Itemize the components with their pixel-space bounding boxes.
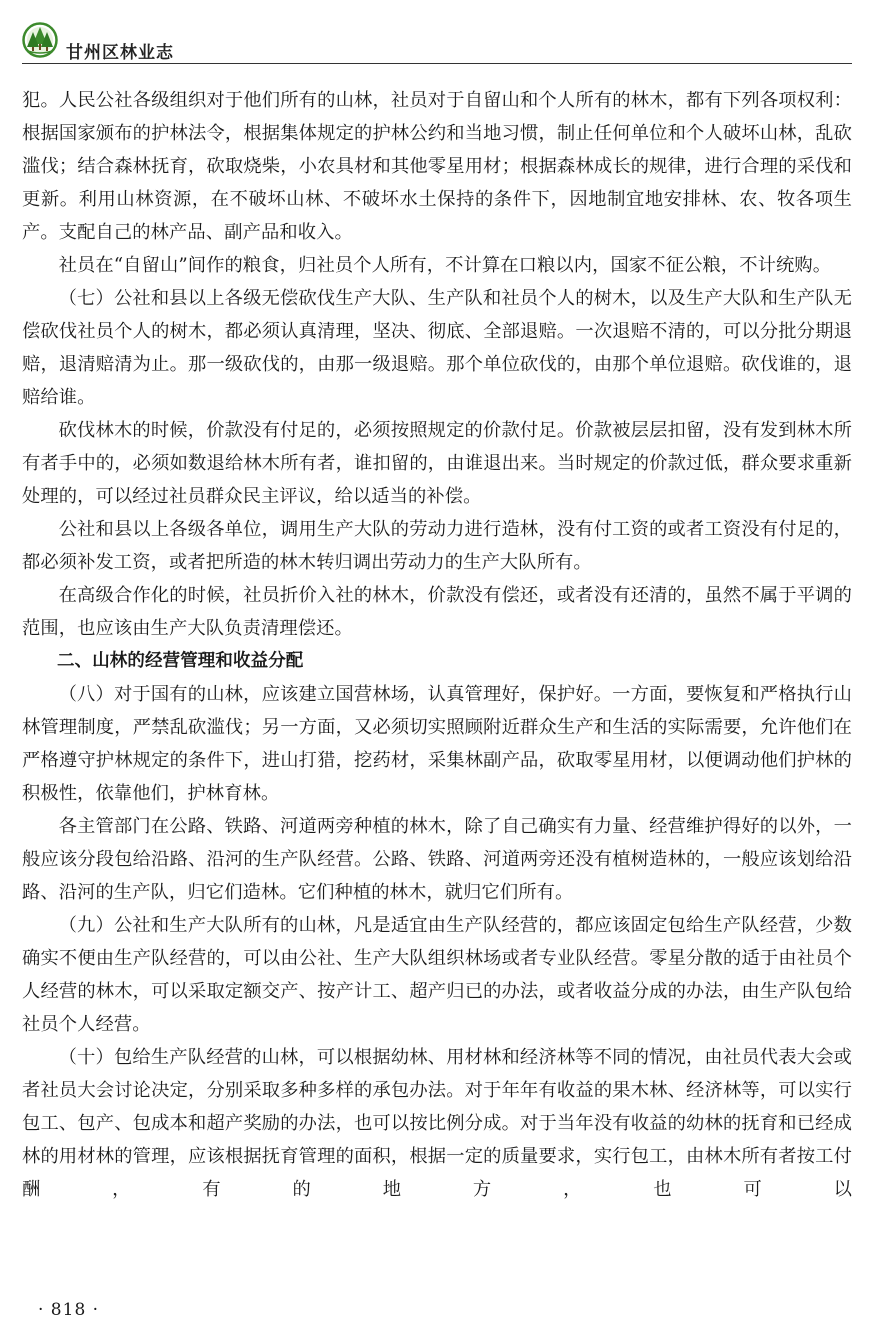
paragraph: （八）对于国有的山林，应该建立国营林场，认真管理好，保护好。一方面，要恢复和严格执行山林管理制度，严禁乱砍滥伐；另一方面，又必须切实照顾附近群众生产和生活的实际需要，允许他们在严格遵守护林规定的条件下，进山打猎，挖药材，采集林副产品，砍取零星用材，以便调动他们护林的积极性，依靠他们，护林育林。 bbox=[22, 684, 852, 804]
paragraph: （七）公社和县以上各级无偿砍伐生产大队、生产队和社员个人的树木，以及生产大队和生产队无偿砍伐社员个人的树木，都必须认真清理，坚决、彻底、全部退赔。一次退赔不清的，可以分批分期退赔，退清赔清为止。那一级砍伐的，由那一级退赔。那个单位砍伐的，由那个单位退赔。砍伐谁的，退赔给谁。 bbox=[22, 288, 852, 408]
section-heading: 二、山林的经营管理和收益分配 bbox=[57, 651, 304, 671]
header-divider bbox=[22, 63, 852, 64]
paragraph: 社员在“自留山”间作的粮食，归社员个人所有，不计算在口粮以内，国家不征公粮，不计统购。 bbox=[58, 255, 832, 276]
paragraph: （九）公社和生产大队所有的山林，凡是适宜由生产队经营的，都应该固定包给生产队经营，少数确实不便由生产队经营的，可以由公社、生产大队组织林场或者专业队经营。零星分散的适于由社员个人经营的林木，可以采取定额交产、按产计工、超产归已的办法，或者收益分成的办法，由生产队包给社员个人经营。 bbox=[22, 915, 852, 1035]
paragraph: 在高级合作化的时候，社员折价入社的林木，价款没有偿还，或者没有还清的，虽然不属于平调的范围，也应该由生产大队负责清理偿还。 bbox=[22, 585, 852, 639]
page-number: · 818 · bbox=[38, 1300, 100, 1320]
paragraph: 砍伐林木的时候，价款没有付足的，必须按照规定的价款付足。价款被层层扣留，没有发到林木所有者手中的，必须如数退给林木所有者，谁扣留的，由谁退出来。当时规定的价款过低，群众要求重新处理的，可以经过社员群众民主评议，给以适当的补偿。 bbox=[22, 420, 852, 507]
forest-tree-logo-icon bbox=[22, 22, 58, 58]
book-title: 甘州区林业志 bbox=[66, 43, 174, 63]
paragraph: （十）包给生产队经营的山林，可以根据幼林、用材林和经济林等不同的情况，由社员代表大会或者社员大会讨论决定，分别采取多种多样的承包办法。对于年年有收益的果木林、经济林等，可以实行包工、包产、包成本和超产奖励的办法，也可以按比例分成。对于当年没有收益的幼林的抚育和已经成林的用材林的管理，应该根据抚育管理的面积，根据一定的质量要求，实行包工，由林木所有者按工付酬，有的地方，也可以 bbox=[22, 1047, 852, 1200]
paragraph: 犯。人民公社各级组织对于他们所有的山林，社员对于自留山和个人所有的林木，都有下列各项权利：根据国家颁布的护林法令，根据集体规定的护林公约和当地习惯，制止任何单位和个人破坏山林，乱砍滥伐；结合森林抚育，砍取烧柴，小农具材和其他零星用材；根据森林成长的规律，进行合理的采伐和更新。利用山林资源，在不破坏山林、不破坏水土保持的条件下，因地制宜地安排林、农、牧各项生产。支配自己的林产品、副产品和收入。 bbox=[22, 90, 852, 243]
page-header bbox=[22, 22, 852, 64]
paragraph: 各主管部门在公路、铁路、河道两旁种植的林木，除了自己确实有力量、经营维护得好的以外，一般应该分段包给沿路、沿河的生产队经营。公路、铁路、河道两旁还没有植树造林的，一般应该划给沿路、沿河的生产队，归它们造林。它们种植的林木，就归它们所有。 bbox=[22, 816, 852, 903]
paragraph: 公社和县以上各级各单位，调用生产大队的劳动力进行造林，没有付工资的或者工资没有付足的，都必须补发工资，或者把所造的林木转归调出劳动力的生产大队所有。 bbox=[22, 519, 852, 573]
document-body bbox=[22, 84, 852, 1206]
